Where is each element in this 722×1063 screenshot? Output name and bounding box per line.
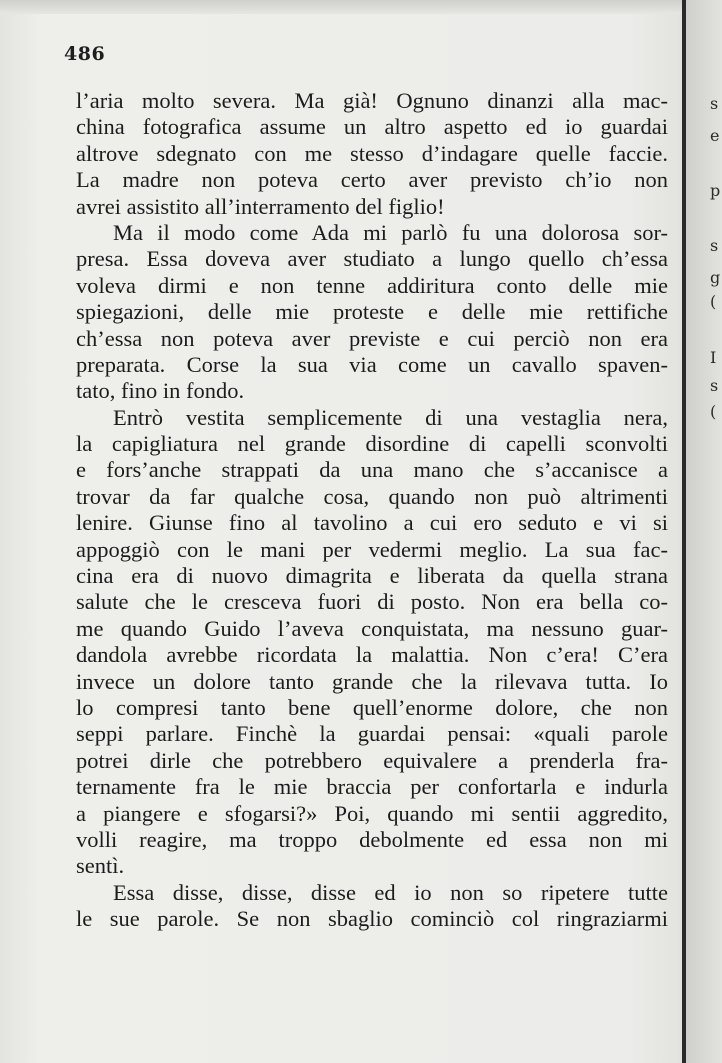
adjacent-page-letter: e	[710, 126, 720, 145]
text-line: Essa disse, disse, disse ed io non so ripetere tutte	[113, 879, 668, 905]
text-line: Ma il modo come Ada mi parlò fu una dolorosa sor-	[113, 219, 668, 245]
text-line: invece un dolore tanto grande che la rilevava tutta. Io	[76, 668, 668, 694]
text-line: me quando Guido l’aveva conquistata, ma nessuno guar-	[76, 615, 668, 641]
text-line: presa. Essa doveva aver studiato a lungo quello ch’essa	[76, 246, 668, 272]
adjacent-page-edge	[686, 0, 722, 1063]
adjacent-page-letter: s	[710, 236, 719, 255]
text-line: ch’essa non poteva aver previste e cui perciò non era	[76, 325, 668, 351]
text-line: trovar da far qualche cosa, quando non può altrimenti	[76, 483, 668, 509]
text-line: sentì.	[76, 853, 125, 879]
text-line: Entrò vestita semplicemente di una vestaglia nera,	[113, 404, 668, 430]
text-line: avrei assistito all’interramento del figlio!	[76, 193, 445, 219]
text-line: tato, fino in fondo.	[76, 378, 245, 404]
text-line: spiegazioni, delle mie proteste e delle mie rettifiche	[76, 299, 668, 325]
text-line: salute che le cresceva fuori di posto. Non era bella co-	[76, 589, 668, 615]
text-line: voleva dirmi e non tenne addiritura conto delle mie	[76, 272, 668, 298]
adjacent-page-letter: (	[710, 402, 717, 421]
text-line: ternamente fra le mie braccia per confortarla e indurla	[76, 774, 668, 800]
text-line: lenire. Giunse fino al tavolino a cui ero seduto e vi si	[76, 510, 668, 536]
page-top-shadow	[0, 0, 682, 14]
body-text	[76, 88, 668, 933]
adjacent-page-letter: s	[710, 376, 719, 395]
adjacent-page-letter: p	[710, 181, 721, 200]
adjacent-page-letter: s	[710, 94, 719, 113]
text-line: appoggiò con le mani per vedermi meglio. La sua fac-	[76, 536, 668, 562]
text-line: preparata. Corse la sua via come un cavallo spaven-	[76, 351, 668, 377]
text-line: seppi parlare. Finchè la guardai pensai: «quali parole	[76, 721, 668, 747]
text-line: dandola avrebbe ricordata la malattia. Non c’era! C’era	[76, 642, 668, 668]
adjacent-page-letter: g	[710, 268, 721, 287]
text-line: potrei dirle che potrebbero equivalere a prenderla fra-	[76, 747, 668, 773]
text-line: La madre non poteva certo aver previsto ch’io non	[76, 167, 668, 193]
text-line: le sue parole. Se non sbaglio cominciò col ringraziarmi	[76, 906, 668, 932]
page-number: 486	[64, 43, 106, 65]
adjacent-page-letter: I	[710, 348, 717, 367]
text-line: l’aria molto severa. Ma già! Ognuno dinanzi alla mac-	[76, 88, 668, 113]
text-line: cina era di nuovo dimagrita e liberata da quella strana	[76, 563, 668, 589]
adjacent-page-letter: (	[710, 292, 717, 311]
text-line: a piangere e sfogarsi?» Poi, quando mi sentii aggredito,	[76, 800, 668, 826]
text-line: e fors’anche strappati da una mano che s’accanisce a	[76, 457, 668, 483]
text-line: china fotografica assume un altro aspetto ed io guardai	[76, 114, 668, 140]
text-line: volli reagire, ma troppo debolmente ed essa non mi	[76, 826, 668, 852]
text-line: lo compresi tanto bene quell’enorme dolore, che non	[76, 694, 668, 720]
text-line: la capigliatura nel grande disordine di capelli sconvolti	[76, 431, 668, 457]
text-line: altrove sdegnato con me stesso d’indagare quelle faccie.	[76, 140, 668, 166]
